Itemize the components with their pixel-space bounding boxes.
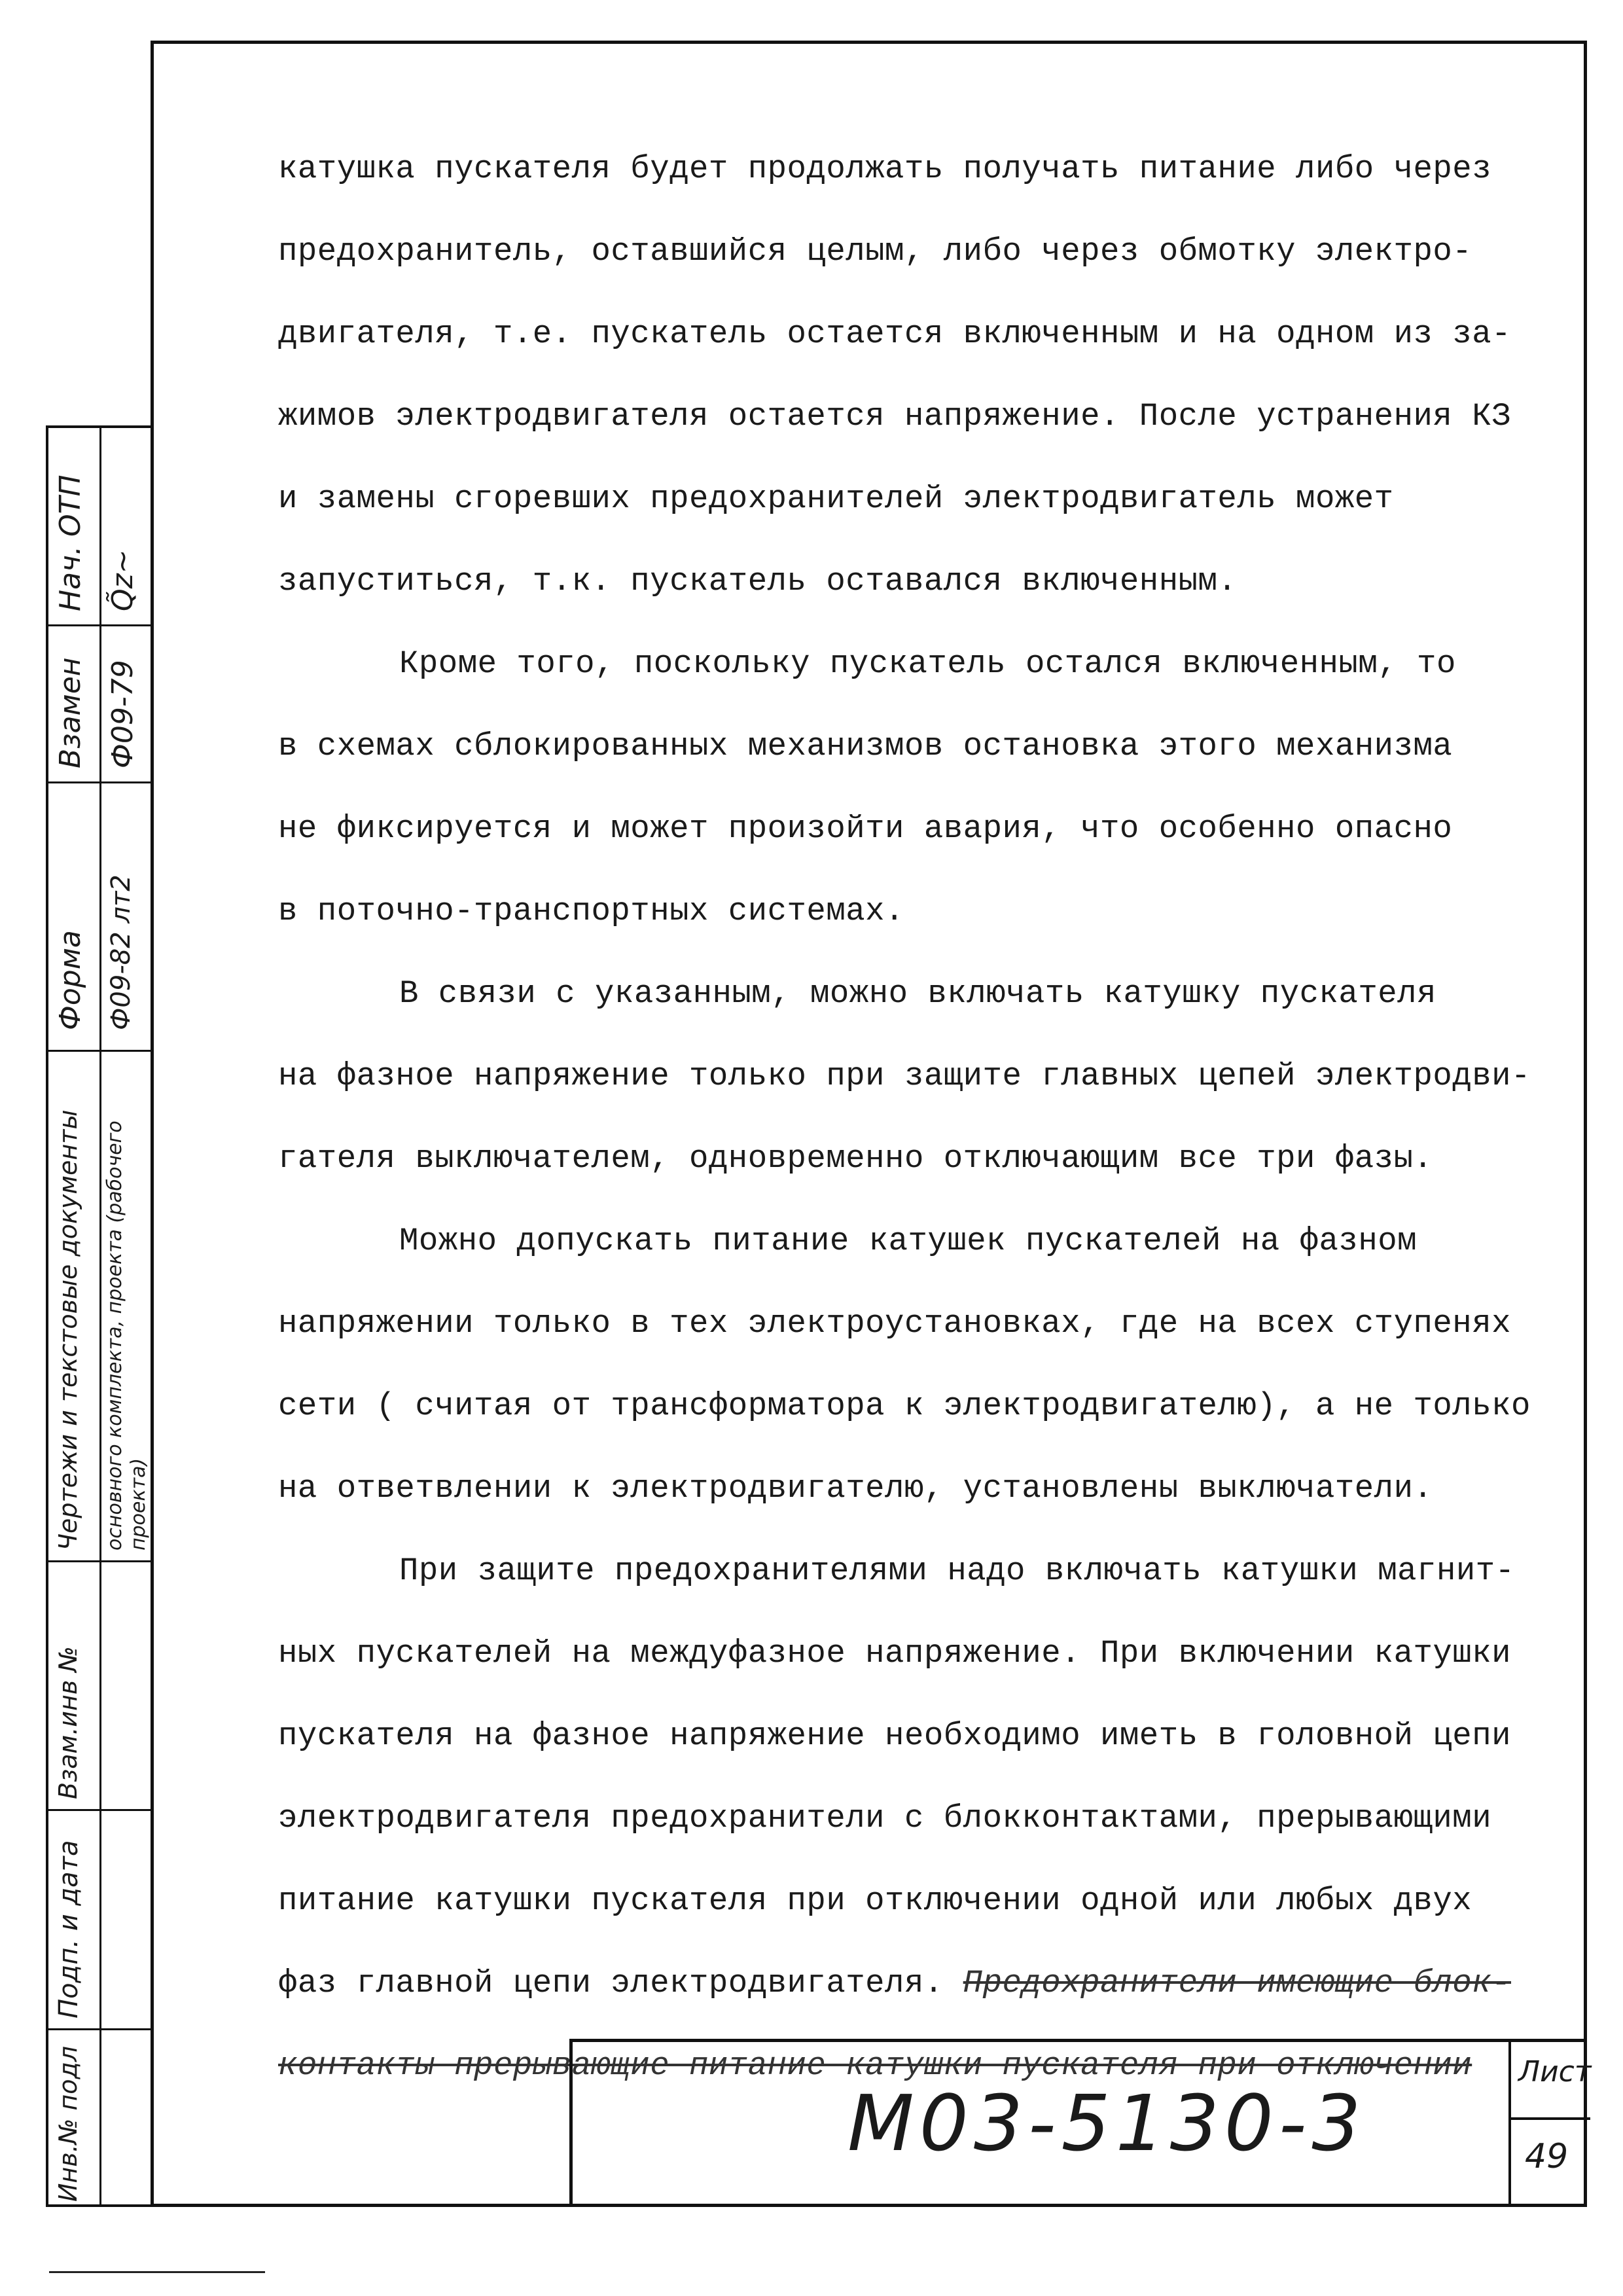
- side-row-divider: [48, 1560, 154, 1562]
- text-line: напряжении только в тех электроустановках, где на всех ступенях: [278, 1305, 1512, 1342]
- text-line: Можно допускать питание катушек пускателей на фазном: [399, 1223, 1418, 1259]
- side-cell-drawings-sub: основного комплекта, проекта (рабочего проекта): [103, 1121, 150, 1551]
- text-line: в поточно-транспортных системах.: [278, 893, 904, 929]
- side-cell-inventory-replace: Взам.инв №: [54, 1646, 82, 1799]
- document-code: М03-5130-3: [847, 2078, 1366, 2168]
- text-line: [278, 1942, 1567, 2024]
- side-row-divider: [48, 2028, 154, 2030]
- side-cell-inventory-original: Инв.№ подл: [54, 2045, 82, 2202]
- text-line: электродвигателя предохранители с блокконтактами, прерывающими: [278, 1800, 1492, 1837]
- text-line: катушка пускателя будет продолжать получать питание либо через: [278, 151, 1492, 187]
- text-line: в схемах сблокированных механизмов остановка этого механизма: [278, 728, 1453, 764]
- text-line: на фазное напряжение только при защите главных цепей электродви-: [278, 1058, 1531, 1094]
- sheet-number: 49: [1525, 2137, 1569, 2176]
- side-row-divider: [48, 1050, 154, 1052]
- text-line: не фиксируется и может произойти авария, что особенно опасно: [278, 810, 1453, 847]
- text-line: предохранитель, оставшийся целым, либо через обмотку электро-: [278, 233, 1472, 270]
- text-line: гателя выключателем, одновременно отключающим все три фазы.: [278, 1140, 1433, 1177]
- side-cell-drawings: Чертежи и текстовые документы: [54, 1109, 82, 1551]
- text-line: и замены сгоревших предохранителей электродвигатель может: [278, 480, 1394, 517]
- text-line: на ответвлении к электродвигателю, установлены выключатели.: [278, 1470, 1433, 1507]
- text-line: жимов электродвигателя остается напряжение. После устранения КЗ: [278, 398, 1512, 435]
- side-cell-replace-code: Ф09-79: [106, 660, 139, 768]
- text-segment: фаз главной цепи электродвигателя.: [278, 1965, 944, 2001]
- side-stamp-table: [46, 425, 154, 2207]
- side-row-divider: [48, 781, 154, 783]
- text-line: При защите предохранителями надо включать катушки магнит-: [399, 1552, 1515, 1589]
- side-cell-sign-date: Подп. и дата: [54, 1840, 84, 2018]
- text-line: сети ( считая от трансформатора к электродвигателю), а не только: [278, 1388, 1531, 1424]
- text-line: В связи с указанным, можно включать катушку пускателя: [399, 975, 1436, 1012]
- text-line: двигателя, т.е. пускатель остается включенным и на одном из за-: [278, 315, 1512, 352]
- side-cell-head-otp: Нач. ОТП: [54, 475, 87, 611]
- side-column-divider: [99, 428, 101, 2204]
- document-body: [278, 128, 1567, 2107]
- text-line: запуститься, т.к. пускатель оставался включенным.: [278, 563, 1238, 600]
- title-block: [569, 2039, 1592, 2207]
- struck-text-line: контакты прерывающие питание катушки пускателя при отключении: [278, 2047, 1472, 2084]
- side-row-divider: [48, 624, 154, 626]
- text-line: ных пускателей на междуфазное напряжение. При включении катушки: [278, 1635, 1512, 1672]
- bottom-rule: [49, 2271, 265, 2273]
- side-cell-signature: Q̃z~: [106, 549, 139, 611]
- side-cell-form-code: Ф09-82 лт2: [106, 874, 136, 1030]
- text-line: питание катушки пускателя при отключении одной или любых двух: [278, 1882, 1472, 1919]
- title-block-hdivider: [1508, 2117, 1590, 2120]
- text-line: Кроме того, поскольку пускатель остался включенным, то: [399, 645, 1456, 682]
- sheet-label: Лист: [1518, 2055, 1592, 2089]
- side-row-divider: [48, 1809, 154, 1811]
- struck-text: Предохранители имеющие блок-: [963, 1965, 1512, 2001]
- side-cell-replace: Взамен: [54, 657, 87, 768]
- text-line: пускателя на фазное напряжение необходимо иметь в головной цепи: [278, 1717, 1512, 1754]
- title-block-divider: [1508, 2042, 1511, 2207]
- side-cell-form: Форма: [54, 930, 87, 1030]
